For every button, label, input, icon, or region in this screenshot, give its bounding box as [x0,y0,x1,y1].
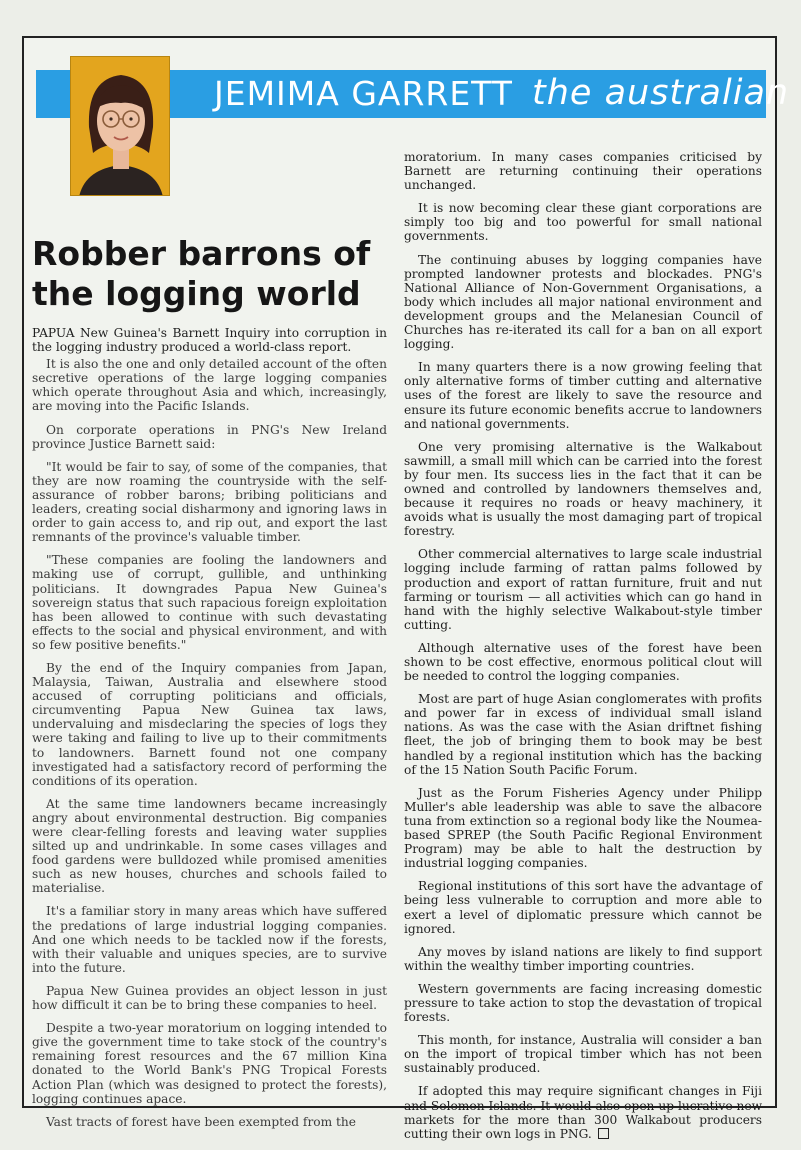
paragraph: One very promising alternative is the Walkabout sawmill, a small mill which can be carried into the forest by four men. Its success lies in the fact that it can be owned and controlled by landowners themselves and, because it requires no roads or heavy machinery, it avoids what is usually the most damaging part of tropical forestry. [404,439,762,539]
paragraph: This month, for instance, Australia will consider a ban on the import of tropical timber which has not been sustainably produced. [404,1033,762,1076]
paragraph: Vast tracts of forest have been exempted from the [46,1114,356,1129]
paragraph: By the end of the Inquiry companies from Japan, Malaysia, Taiwan, Australia and elsewhere stood accused of corrupting politicians and officials, circumventing Papua New Guinea tax laws, undervaluing and misdeclaring the species of logs they were taking and failing to live up to their commitments to landowners. Barnett found not one company investigated had a satisfactory record of performing the conditions of its operation. [32,660,387,788]
left-column [32,326,387,1138]
publication-name: the australian [532,73,790,113]
author-photo [70,56,170,196]
paragraph: It's a familiar story in many areas which have suffered the predations of large industrial logging companies. And one which needs to be tackled now if the forests, with their valuable and uniques species, are to survive into the future. [32,904,387,975]
paragraph: PAPUA New Guinea's Barnett Inquiry into corruption in the logging industry produced a world-class report. [32,326,387,355]
right-column [404,150,762,1150]
headline-line-2: the logging world [32,274,361,313]
paragraph: The continuing abuses by logging companies have prompted landowner protests and blockades. PNG's National Alliance of Non-Government Organisations, a body which includes all major national environment and development groups and the Melanesian Council of Churches has re-iterated its call for a ban on all export logging. [404,252,762,352]
paragraph: "It would be fair to say, of some of the companies, that they are now roaming the countryside with the self-assurance of robber barons; bribing politicians and leaders, creating social disharmony and ignoring laws in order to gain access to, and rip out, and export the last remnants of the province's valuable timber. [32,459,387,545]
final-paragraph-text: If adopted this may require significant changes in Fiji and Solomon Islands. It would also open up lucrative new markets for the more than 300 Walkabout producers cutting their own logs in PNG. [404,1084,762,1141]
paragraph: At the same time landowners became increasingly angry about environmental destruction. Big companies were clear-felling forests and leaving water supplies silted up and undrinkable. In some cases villages and food gardens were bulldozed while promised amenities such as new houses, churches and schools failed to materialise. [32,796,387,896]
paragraph: Regional institutions of this sort have the advantage of being less vulnerable to corruption and more able to exert a level of diplomatic pressure which cannot be ignored. [404,879,762,936]
author-portrait-icon [71,57,170,196]
paragraph: moratorium. In many cases companies criticised by Barnett are returning continuing their operations unchanged. [404,150,762,193]
paragraph: Most are part of huge Asian conglomerates with profits and power far in excess of individual small island nations. As was the case with the Asian driftnet fishing fleet, the job of bringing them to book may be best handled by a regional institution which has the backing of the 15 Nation South Pacific Forum. [404,692,762,777]
paragraph: Western governments are facing increasing domestic pressure to take action to stop the devastation of tropical forests. [404,981,762,1025]
paragraph: In many quarters there is a now growing feeling that only alternative forms of timber cutting and alternative uses of the forest are likely to save the resource and ensure its future economic benefits accrue to landowners and national governments. [404,360,762,431]
paragraph: "These companies are fooling the landowners and making use of corrupt, gullible, and unthinking politicians. It downgrades Papua New Guinea's sovereign status that such rapacious foreign exploitation has been allowed to continue with such devastating effects to the social and physical environment, and with so few positive benefits." [32,553,387,652]
paragraph: It is now becoming clear these giant corporations are simply too big and too powerful for small national governments. [404,201,762,244]
paragraph: Just as the Forum Fisheries Agency under Philipp Muller's able leadership was able to save the albacore tuna from extinction so a regional body like the Noumea-based SPREP (the South Pacific Regional Environment Program) may be able to halt the destruction by industrial logging companies. [404,785,762,871]
paragraph: Other commercial alternatives to large scale industrial logging include farming of rattan palms followed by production and export of rattan furniture, fruit and nut farming or tourism — all activities which can go hand in hand with the highly selective Walkabout-style timber cutting. [404,547,762,632]
paragraph: It is also the one and only detailed account of the often secretive operations of the large logging companies which operate throughout Asia and which, increasingly, are moving into the Pacific Islands. [32,357,387,414]
paragraph: On corporate operations in PNG's New Ireland province Justice Barnett said: [32,422,387,451]
paragraph: Despite a two-year moratorium on logging intended to give the government time to take stock of the country's remaining forest resources and the 67 million Kina donated to the World Bank's PNG Tropical Forests Action Plan (which was designed to protect the forests), logging continues apace. [32,1021,387,1106]
paragraph: Papua New Guinea provides an object lesson in just how difficult it can be to bring these companies to heel. [32,983,387,1013]
end-of-article-icon [598,1128,609,1139]
paragraph: Any moves by island nations are likely to find support within the wealthy timber importing countries. [404,944,762,973]
headline-line-1: Robber barrons of [32,234,371,273]
article-frame [22,36,790,1141]
paragraph: Although alternative uses of the forest have been shown to be cost effective, enormous political clout will be needed to control the logging companies. [404,640,762,684]
article-headline [32,234,392,314]
paragraph [404,1084,762,1140]
author-name: JEMIMA GARRETT [214,74,513,113]
